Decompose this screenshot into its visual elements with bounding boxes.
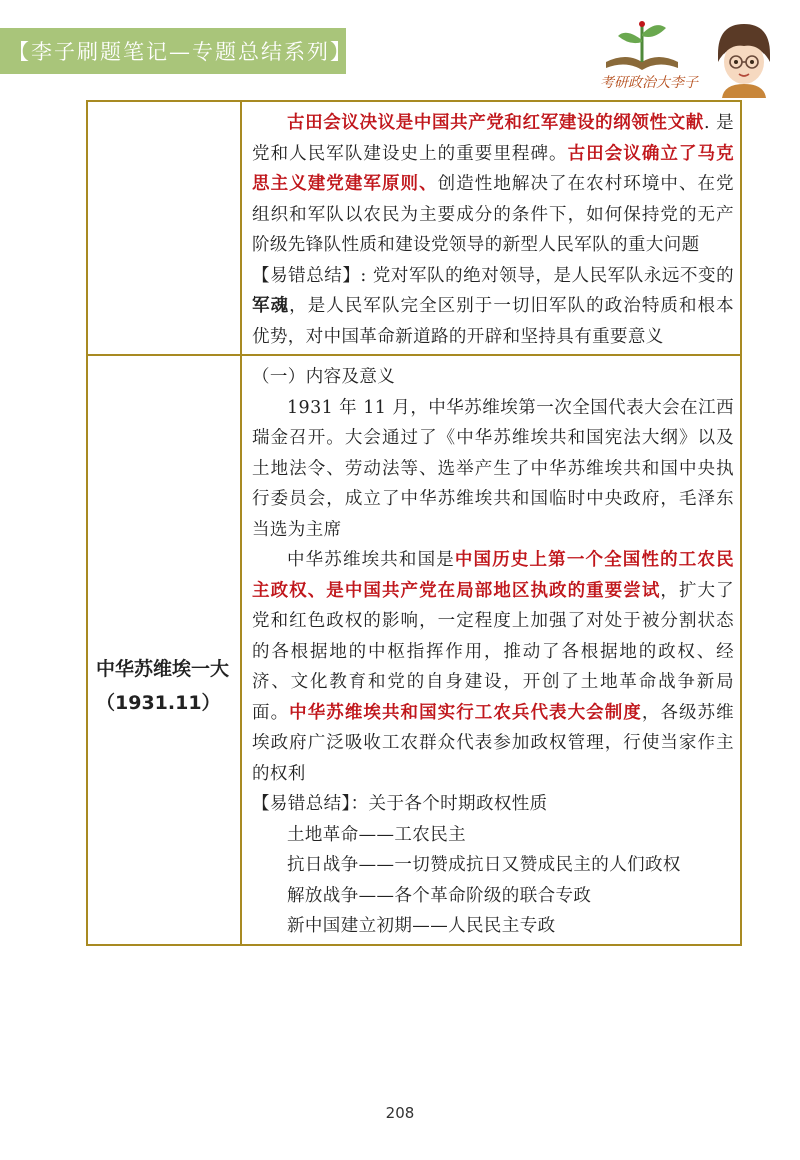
brand-logo: [596, 16, 776, 100]
row-content-cell: [241, 355, 741, 945]
row-label: 中华苏维埃一大（1931.11）: [96, 658, 230, 714]
list-item: 抗日战争——一切赞成抗日又赞成民主的人们政权: [287, 855, 681, 875]
highlight-text: 古田会议决议是中国共产党和红军建设的纲领性文献: [287, 113, 704, 133]
brand-text: 考研政治大李子: [600, 75, 698, 91]
body-text: ，是人民军队完全区别于一切旧军队的政治特质和根本优势，对中国革命新道路的开辟和坚持具有重要意义: [252, 296, 734, 347]
content-table: [86, 100, 742, 946]
avatar: [712, 18, 776, 98]
row-label-cell: [87, 355, 241, 945]
body-text: 创造性地解决了在农村环境中、在党组织和军队以农民为主要成分的条件下，如何保持党的无产阶级先锋队性质和建设党领导的新型人民军队的重大问题: [252, 174, 734, 255]
header-title: 【李子刷题笔记—专题总结系列】: [8, 40, 353, 64]
list-item: 解放战争——各个革命阶级的联合专政: [287, 885, 592, 906]
highlight-text: 中国历史上第一个全国性的工农民主政权、是中国共产党在局部地区执政的重要尝试: [252, 550, 734, 601]
error-summary-paragraph: [252, 261, 734, 353]
row-content-cell: [241, 101, 741, 355]
list-item: 土地革命——工农民主: [287, 824, 466, 845]
row-label-cell: [87, 101, 241, 355]
bold-text: 军魂: [252, 296, 290, 316]
summary-title: 【易错总结】：关于各个时期政权性质: [252, 794, 548, 814]
list-item: 新中国建立初期——人民民主专政: [287, 916, 556, 936]
body-text: 【易错总结】: 党对军队的绝对领导，是人民军队永远不变的: [252, 265, 734, 286]
body-text: ，各级苏维埃政府广泛吸收工农群众代表参加政权管理，行使当家作主的权利: [252, 702, 734, 784]
highlight-text: 中华苏维埃共和国实行工农兵代表大会制度: [289, 702, 642, 723]
congress-paragraph: 1931 年 11 月，中华苏维埃第一次全国代表大会在江西瑞金召开。大会通过了《中华苏维埃共和国宪法大纲》以及土地法令、劳动法等、选举产生了中华苏维埃共和国中央执行委员会，成立了中华苏维埃共和国临时中央政府，毛泽东当选为主席: [252, 397, 734, 540]
body-text: . 是党和人民军队建设史上的重要里程碑。: [252, 113, 735, 164]
table-row: [87, 101, 741, 355]
gutian-paragraph: [252, 108, 734, 261]
page-number: 208: [385, 1104, 415, 1122]
table-row: [87, 355, 741, 945]
section-title: （一）内容及意义: [252, 367, 396, 387]
body-text: 中华苏维埃共和国是: [287, 550, 455, 570]
body-text: ，扩大了党和红色政权的影响，一定程度上加强了对处于被分割状态的各根据地的中枢指挥作用，推动了各根据地的政权、经济、文化教育和党的自身建设，开创了土地革命战争新局面。: [252, 580, 734, 723]
highlight-text: 古田会议确立了马克思主义建党建军原则、: [252, 143, 734, 194]
significance-paragraph: [252, 545, 734, 789]
